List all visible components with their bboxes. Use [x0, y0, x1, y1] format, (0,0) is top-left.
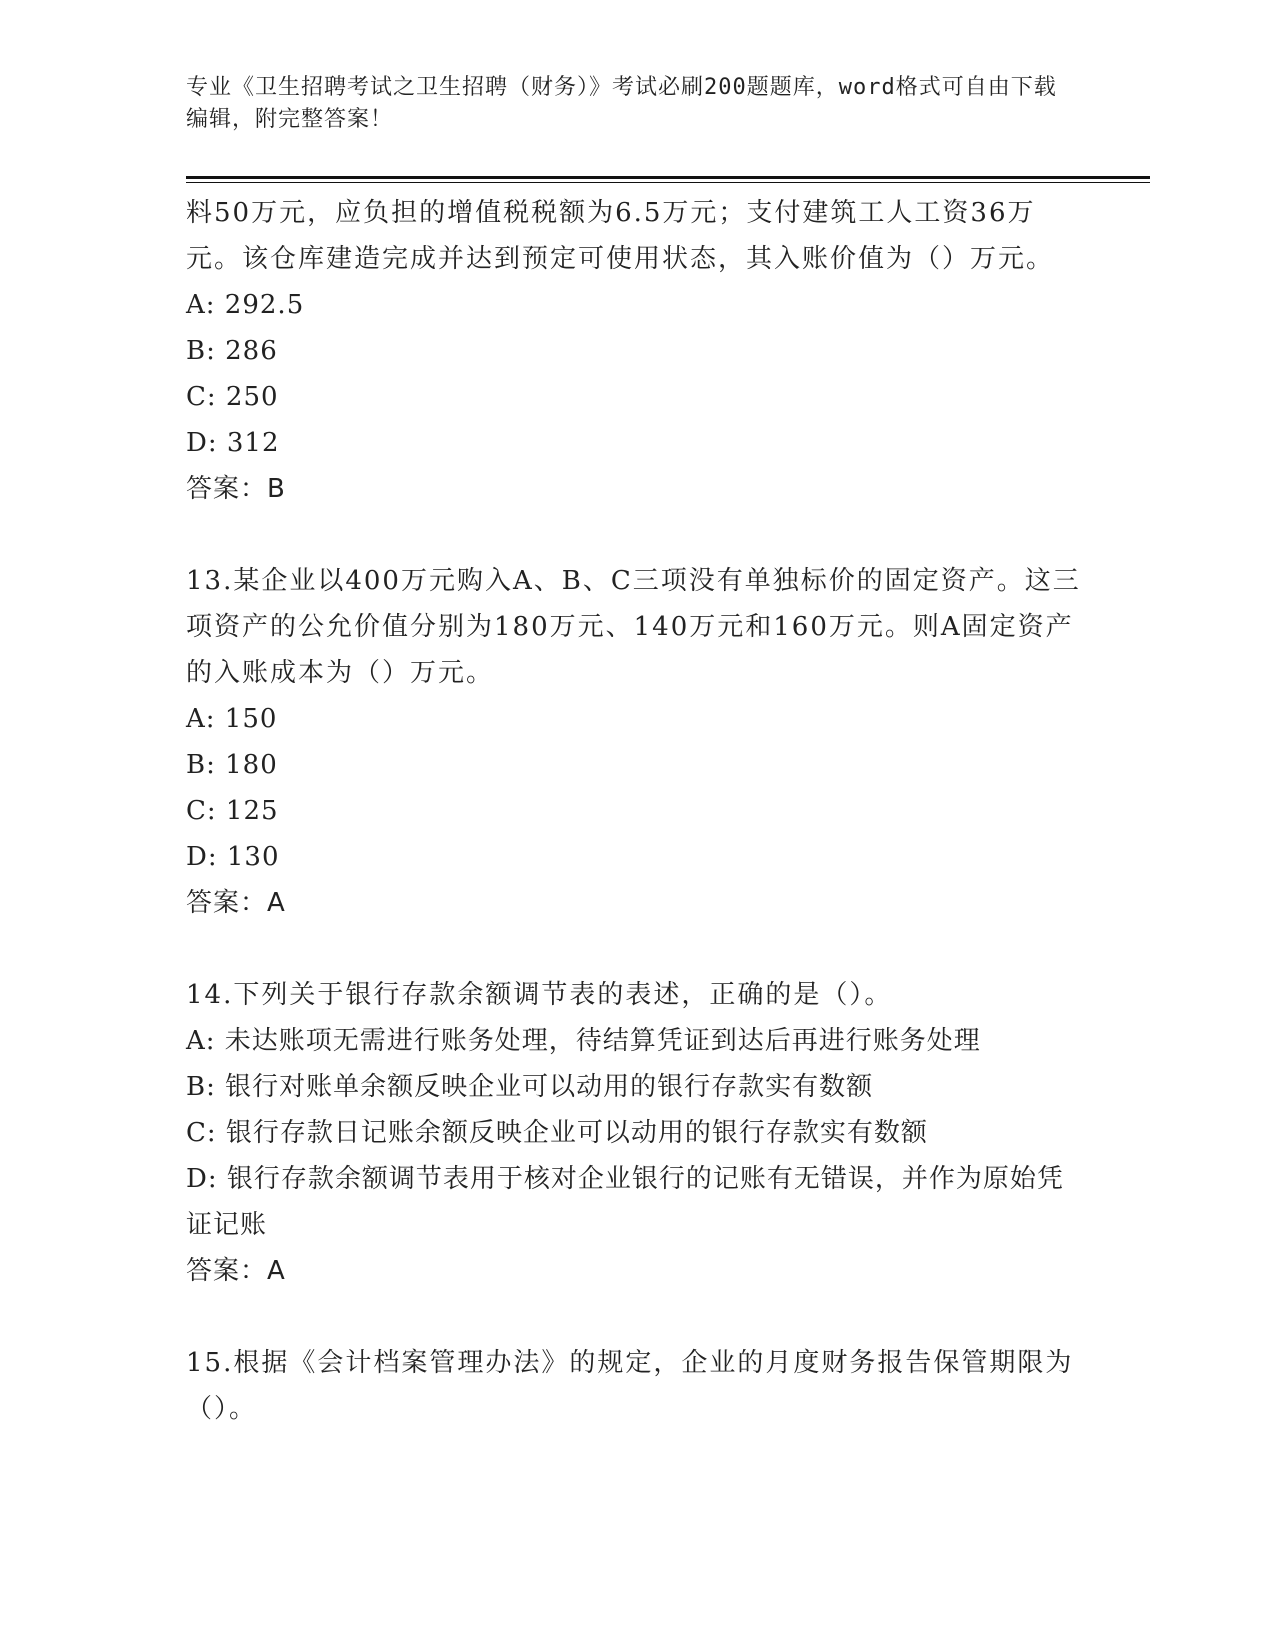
spacer	[186, 1294, 1086, 1340]
spacer	[186, 926, 1086, 972]
question-text: 14.下列关于银行存款余额调节表的表述，正确的是（）。	[186, 980, 893, 1010]
answer-line: 答案：B	[186, 474, 286, 504]
option-b: B: 银行对账单余额反映企业可以动用的银行存款实有数额	[186, 1072, 874, 1102]
option-a: A: 150	[186, 704, 278, 734]
page-header: 专业《卫生招聘考试之卫生招聘（财务）》考试必刷200题题库，word格式可自由下载编辑，附完整答案！	[186, 75, 1057, 132]
option-a: A: 292.5	[186, 290, 305, 320]
question-12	[186, 190, 1086, 512]
option-c: C: 250	[186, 382, 279, 412]
question-text: 15.根据《会计档案管理办法》的规定，企业的月度财务报告保管期限为（）。	[186, 1348, 1074, 1424]
option-c: C: 125	[186, 796, 279, 826]
option-c: C: 银行存款日记账余额反映企业可以动用的银行存款实有数额	[186, 1118, 928, 1148]
option-b: B: 286	[186, 336, 278, 366]
header-divider-thick	[186, 176, 1150, 179]
question-text: 13.某企业以400万元购入A、B、C三项没有单独标价的固定资产。这三项资产的公允价值分别为180万元、140万元和160万元。则A固定资产的入账成本为（）万元。	[186, 566, 1081, 688]
option-d: D: 312	[186, 428, 280, 458]
question-text: 料50万元，应负担的增值税税额为6.5万元；支付建筑工人工资36万元。该仓库建造完成并达到预定可使用状态，其入账价值为（）万元。	[186, 198, 1055, 274]
answer-line: 答案：A	[186, 1256, 286, 1286]
header-divider-thin	[186, 182, 1150, 183]
option-b: B: 180	[186, 750, 278, 780]
answer-line: 答案：A	[186, 888, 286, 918]
question-list	[186, 190, 1086, 1432]
option-d: D: 银行存款余额调节表用于核对企业银行的记账有无错误，并作为原始凭证记账	[186, 1164, 1064, 1240]
question-13	[186, 558, 1086, 926]
option-a: A: 未达账项无需进行账务处理，待结算凭证到达后再进行账务处理	[186, 1026, 981, 1056]
spacer	[186, 512, 1086, 558]
question-15	[186, 1340, 1086, 1432]
option-d: D: 130	[186, 842, 280, 872]
question-14	[186, 972, 1086, 1294]
